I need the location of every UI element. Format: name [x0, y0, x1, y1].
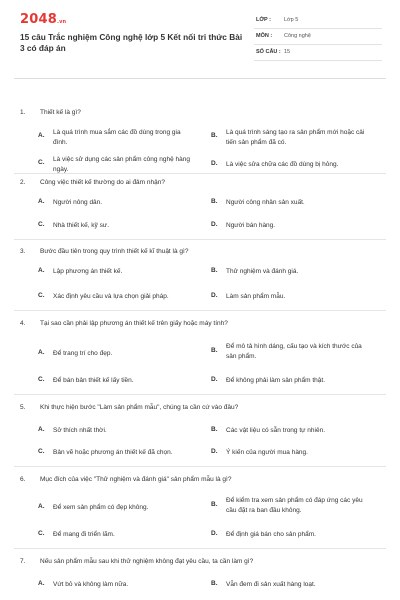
info-table: [254, 13, 382, 61]
option-text: Để bán bản thiết kế lấy tiền.: [53, 377, 134, 384]
option-letter: B.: [211, 580, 218, 587]
info-row-subject: [254, 29, 382, 45]
question-prompt: Công việc thiết kế thường do ai đảm nhận?: [40, 179, 165, 186]
option-letter: B.: [211, 198, 218, 205]
option-text: Ý kiến của người mua hàng.: [226, 449, 308, 456]
info-value: Công nghệ: [284, 33, 311, 39]
option-text: Bản vẽ hoặc phương án thiết kế đã chọn.: [53, 449, 173, 456]
option-letter: A.: [38, 198, 45, 205]
option-text: Người công nhân sản xuất.: [226, 199, 305, 206]
header-divider: [14, 78, 386, 79]
question-prompt: Thiết kế là gì?: [40, 109, 81, 116]
option-letter: C.: [38, 530, 45, 537]
question-prompt: Bước đầu tiên trong quy trình thiết kế kĩ thuật là gì?: [40, 248, 189, 255]
question-text: [20, 558, 253, 565]
option-letter: B.: [211, 426, 218, 433]
option-text: Để không phải làm sản phẩm thật.: [226, 377, 326, 384]
question-prompt: Tại sao cần phải lập phương án thiết kế trên giấy hoặc máy tính?: [40, 320, 228, 327]
option-text: Để mô tả hình dáng, cấu tạo và kích thước của sản phẩm.: [226, 343, 362, 360]
option-text: Vẫn đem đi sản xuất hàng loạt.: [226, 581, 316, 588]
question-prompt: Khi thực hiện bước "Làm sản phẩm mẫu", chúng ta cần cứ vào đâu?: [40, 404, 239, 411]
option-text: Người nông dân.: [53, 199, 103, 206]
option-letter: A.: [38, 132, 45, 139]
question-text: [20, 320, 228, 327]
info-label: SỐ CÂU :: [256, 49, 281, 55]
option-text: Là việc sử dụng các sản phẩm công nghệ hàng ngày.: [53, 156, 190, 173]
question-prompt: Nếu sản phẩm mẫu sau khi thử nghiệm không đạt yêu cầu, ta cần làm gì?: [40, 558, 254, 565]
question-number: 4.: [20, 320, 26, 327]
question-text: [20, 248, 188, 255]
question-text: [20, 179, 165, 186]
option-letter: B.: [211, 267, 218, 274]
option-letter: D.: [211, 448, 218, 455]
option-letter: A.: [38, 426, 45, 433]
option-letter: A.: [38, 503, 45, 510]
option-text: Lập phương án thiết kế.: [53, 268, 123, 275]
document-header: [0, 0, 400, 70]
info-row-grade: [254, 13, 382, 29]
question-separator: [14, 239, 386, 240]
option-letter: C.: [38, 448, 45, 455]
question-separator: [14, 310, 386, 311]
option-letter: C.: [38, 292, 45, 299]
question-prompt: Mục đích của việc "Thử nghiệm và đánh giá" sản phẩm mẫu là gì?: [40, 476, 232, 483]
option-text: Thử nghiệm và đánh giá.: [226, 268, 299, 275]
option-text: Là quá trình sáng tạo ra sản phẩm mới hoặc cải tiến sản phẩm đã có.: [226, 129, 365, 146]
question-number: 1.: [20, 109, 26, 116]
option-text: Là việc sửa chữa các đồ dùng bị hỏng.: [226, 161, 339, 168]
option-letter: B.: [211, 501, 218, 508]
option-letter: C.: [38, 221, 45, 228]
site-logo[interactable]: [20, 12, 66, 27]
option-letter: B.: [211, 347, 218, 354]
option-text: Làm sản phẩm mẫu.: [226, 293, 286, 300]
option-letter: D.: [211, 530, 218, 537]
option-text: Người bán hàng.: [226, 222, 276, 229]
option-text: Để kiểm tra xem sản phẩm có đáp ứng các yêu cầu đặt ra ban đầu không.: [226, 497, 363, 514]
question-separator: [14, 466, 386, 467]
info-label: LỚP :: [256, 17, 271, 23]
info-value: 15: [284, 49, 291, 55]
question-text: [20, 109, 81, 116]
option-text: Xác định yêu cầu và lựa chọn giải pháp.: [53, 293, 169, 300]
question-separator: [14, 173, 386, 174]
document-title: 15 câu Trắc nghiệm Công nghệ lớp 5 Kết nối tri thức Bài 3 có đáp án: [20, 32, 243, 53]
option-text: Để xem sản phẩm có đẹp không.: [53, 504, 149, 511]
question-number: 6.: [20, 476, 26, 483]
option-letter: C.: [38, 376, 45, 383]
option-text: Vứt bỏ và không làm nữa.: [53, 581, 129, 588]
option-letter: A.: [38, 267, 45, 274]
question-number: 3.: [20, 248, 26, 255]
question-text: [20, 404, 238, 411]
question-number: 7.: [20, 558, 26, 565]
option-text: Là quá trình mua sắm các đồ dùng trong gia đình.: [53, 129, 181, 146]
question-number: 5.: [20, 404, 26, 411]
logo-tld: .vn: [56, 19, 67, 25]
option-letter: C.: [38, 159, 45, 166]
option-letter: D.: [211, 376, 218, 383]
option-text: Để mang đi triển lãm.: [53, 531, 115, 538]
question-separator: [14, 394, 386, 395]
option-text: Nhà thiết kế, kỹ sư.: [53, 222, 110, 229]
option-letter: D.: [211, 292, 218, 299]
option-text: Để trang trí cho đẹp.: [53, 350, 113, 357]
option-text: Sở thích nhất thời.: [53, 427, 107, 434]
logo-main: 2048: [20, 12, 57, 27]
option-text: Các vật liệu có sẵn trong tự nhiên.: [226, 427, 326, 434]
info-row-count: [254, 45, 382, 61]
option-text: Để định giá bán cho sản phẩm.: [226, 531, 316, 538]
option-letter: B.: [211, 132, 218, 139]
option-letter: A.: [38, 580, 45, 587]
info-label: MÔN :: [256, 33, 273, 39]
question-text: [20, 476, 231, 483]
option-letter: D.: [211, 160, 218, 167]
question-separator: [14, 548, 386, 549]
question-number: 2.: [20, 179, 26, 186]
option-letter: A.: [38, 349, 45, 356]
info-value: Lớp 5: [284, 17, 299, 23]
option-letter: D.: [211, 221, 218, 228]
